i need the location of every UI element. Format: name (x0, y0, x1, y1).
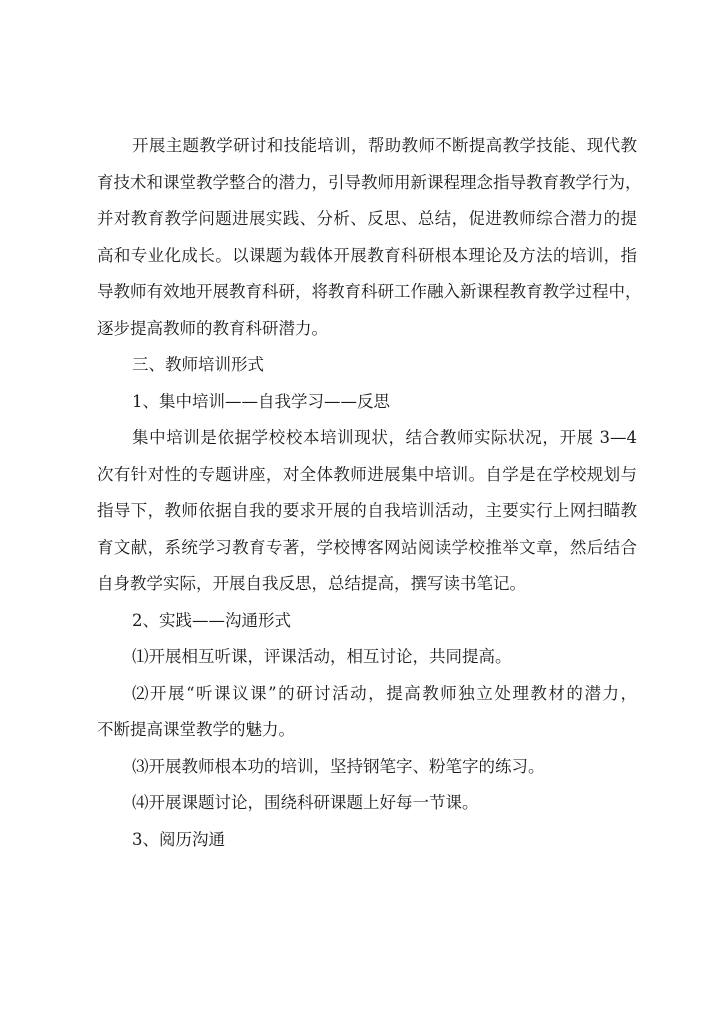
subsection-heading: 1、集中培训——自我学习——反思 (132, 391, 390, 411)
subsection-heading: 2、实践——沟通形式 (132, 610, 291, 630)
document-body (97, 128, 642, 858)
list-item-continuation: 不断提高课堂教学的魅力。 (97, 720, 295, 739)
list-item: ⑴开展相互听课，评课活动，相互讨论，共同提高。 (132, 647, 512, 666)
text-line: 指导下，教师依据自我的要求开展的自我培训活动，主要实行上网扫瞄教 (97, 501, 637, 520)
section-heading: 三、教师培训形式 (132, 355, 264, 374)
text-line: 逐步提高教师的教育科研潜力。 (97, 318, 328, 338)
text-line: 集中培训是依据学校校本培训现状，结合教师实际状况，开展 3—4 (132, 428, 637, 447)
text-line: 育文献，系统学习教育专著，学校博客网站阅读学校推举文章，然后结合 (97, 537, 637, 557)
list-item: ⑵开展“听课议课”的研讨活动，提高教师独立处理教材的潜力， (132, 683, 637, 703)
list-item: ⑶开展教师根本功的培训，坚持钢笔字、粉笔字的练习。 (132, 756, 545, 776)
text-line: 并对教育教学问题进展实践、分析、反思、总结，促进教师综合潜力的提 (97, 209, 637, 228)
list-item: ⑷开展课题讨论，围绕科研课题上好每一节课。 (132, 793, 479, 812)
text-line: 开展主题教学研讨和技能培训，帮助教师不断提高教学技能、现代教 (132, 136, 637, 155)
text-line: 次有针对性的专题讲座，对全体教师进展集中培训。自学是在学校规划与 (97, 464, 637, 484)
text-line: 自身教学实际，开展自我反思，总结提高，撰写读书笔记。 (97, 574, 526, 593)
text-line: 高和专业化成长。以课题为载体开展教育科研根本理论及方法的培训，指 (97, 245, 637, 265)
subsection-heading: 3、阅历沟通 (132, 829, 225, 849)
text-line: 育技术和课堂教学整合的潜力，引导教师用新课程理念指导教育教学行为， (97, 172, 642, 192)
text-line: 导教师有效地开展教育科研，将教育科研工作融入新课程教育教学过程中， (97, 282, 642, 301)
